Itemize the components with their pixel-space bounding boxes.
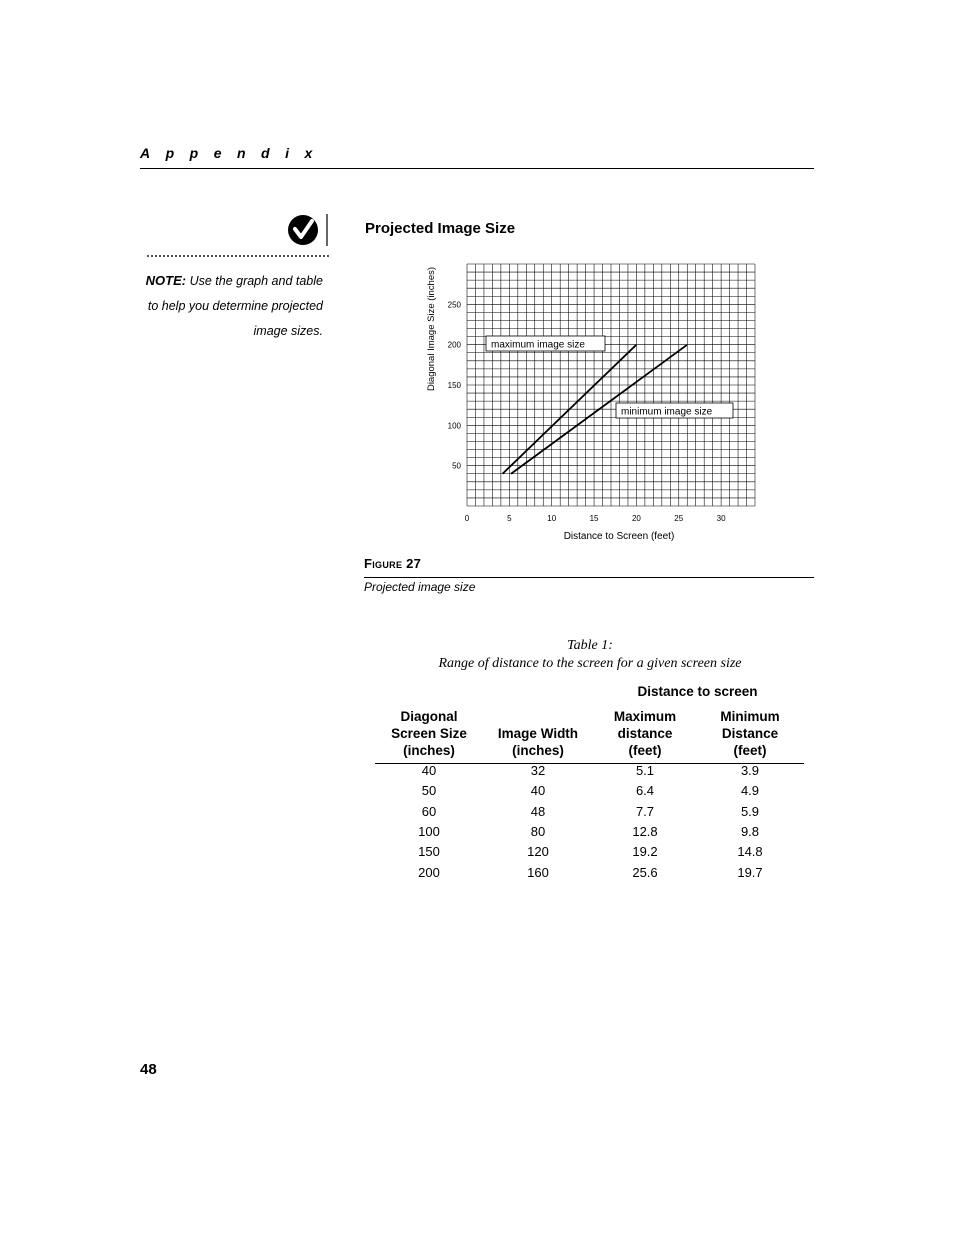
note-line-1: Use the graph and table [189,274,323,288]
column-header-line: Image Width [497,726,579,741]
section-title: Projected Image Size [365,220,516,237]
table-cell: 9.8 [740,823,760,839]
table-cell: 60 [421,803,437,819]
x-tick-label: 0 [464,514,470,523]
table-cell: 100 [418,823,440,839]
projected-image-size-chart [410,258,790,550]
y-tick-label: 50 [452,461,461,471]
note-divider [147,255,329,257]
table-cell: 48 [530,803,546,819]
column-header-line: (inches) [403,743,455,758]
column-header-line: Minimum [720,709,780,724]
checkmark-note-icon [287,213,331,247]
table-cell: 12.8 [632,823,658,839]
column-header-line: distance [617,726,673,741]
page-number: 48 [140,1061,157,1078]
table-caption [390,637,790,673]
note-text [130,268,323,344]
column-header-line: Maximum [613,709,677,724]
figure-label: Figure 27 [364,556,422,571]
x-tick-label: 30 [716,514,726,523]
column-header-diagonal [384,708,474,759]
table-cell: 7.7 [635,803,655,819]
distance-group-header: Distance to screen [637,684,758,699]
figure-caption: Projected image size [364,580,476,594]
table-cell: 25.6 [632,864,658,880]
table-cell: 32 [530,763,546,778]
table-cell: 14.8 [737,844,763,860]
note-label: NOTE: [145,273,187,288]
running-header: Appendix [140,145,328,161]
table-cell: 19.2 [632,844,658,860]
table-cell: 40 [530,783,546,799]
table-cell: 160 [527,864,549,880]
table-cell: 50 [421,783,437,799]
y-tick-label: 250 [447,300,461,310]
header-rule [140,168,814,169]
table-cell: 3.9 [740,763,760,778]
x-tick-label: 15 [589,514,599,523]
minimum-image-size-label: minimum image size [621,406,713,418]
note-line-3: image sizes. [253,324,323,338]
y-tick-label: 100 [447,421,461,431]
table-cell: 5.9 [740,803,760,819]
maximum-image-size-label: maximum image size [491,339,585,351]
column-header-line: (feet) [628,743,662,758]
table-cell: 120 [527,844,549,860]
table-caption-subtitle: Range of distance to the screen for a given screen size [438,656,742,671]
table-cell: 4.9 [740,783,760,799]
column-header-line: (inches) [512,743,564,758]
x-tick-label: 25 [674,514,684,523]
x-tick-label: 5 [507,514,512,523]
table-cell: 19.7 [737,864,763,880]
y-axis-label: Diagonal Image Size (inches) [426,266,437,392]
column-header-maximum [600,708,690,759]
x-axis-label: Distance to Screen (feet) [563,531,675,542]
table-cell: 80 [530,823,546,839]
table-cell: 40 [421,763,437,778]
note-line-2: to help you determine projected [147,299,323,313]
column-header-line: Diagonal [400,709,458,724]
table-caption-title: Table 1: [567,638,613,653]
figure-rule [364,577,814,578]
column-header-line: Distance [721,726,779,741]
x-tick-label: 10 [547,514,557,523]
table-cell: 6.4 [635,783,655,799]
column-header-line: Screen Size [391,726,467,741]
y-tick-label: 200 [447,340,461,350]
x-tick-label: 20 [631,514,641,523]
y-tick-label: 150 [447,381,461,390]
column-header-minimum [705,708,795,759]
table-cell: 5.1 [635,763,655,778]
column-header-line: (feet) [733,743,767,758]
column-header-image-width [488,708,588,759]
table-cell: 200 [418,864,440,880]
table-cell: 150 [418,844,440,860]
